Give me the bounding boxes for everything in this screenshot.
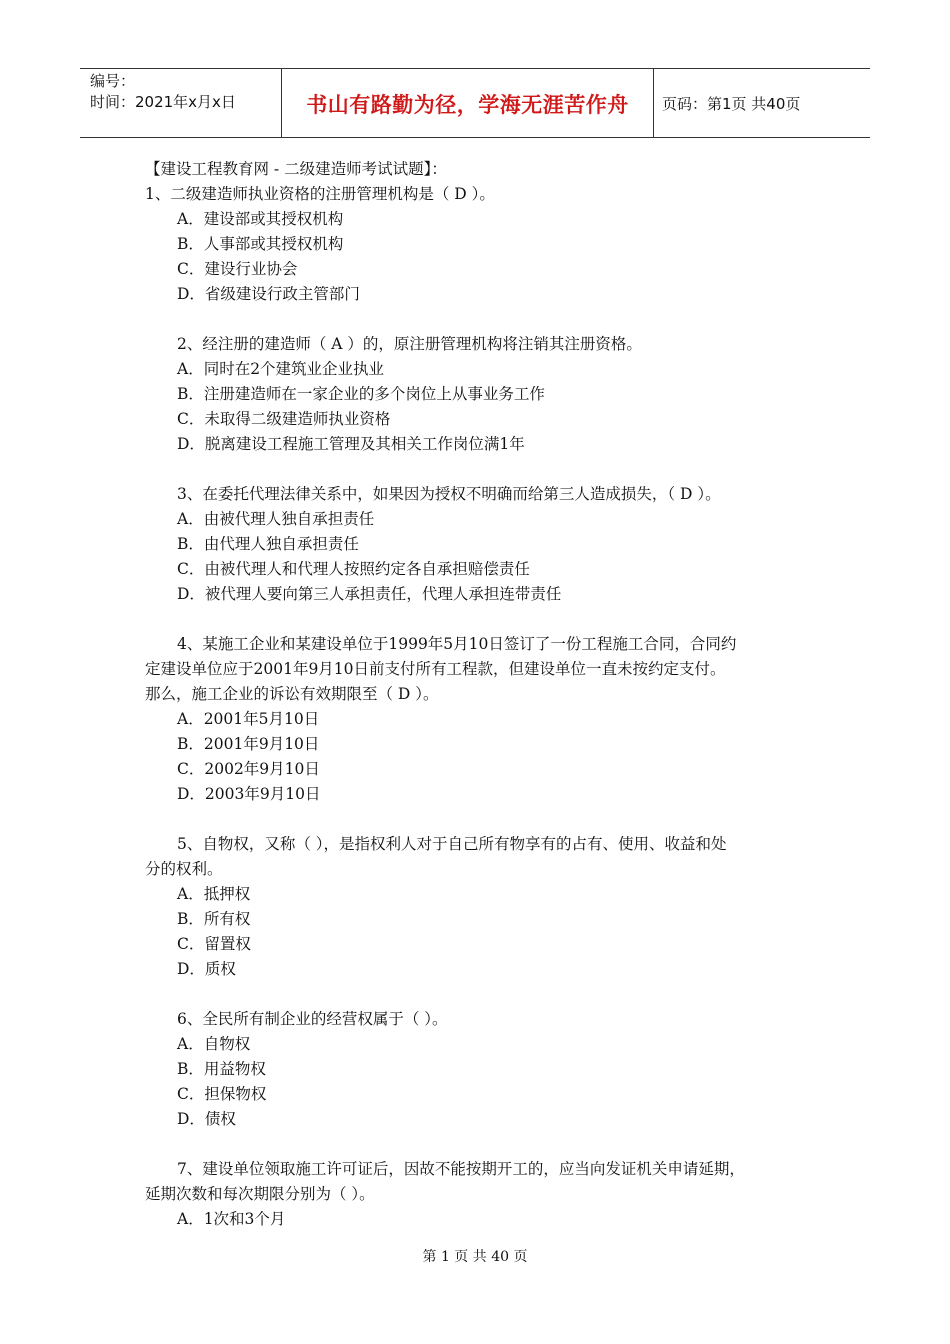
option-a: A．2001年5月10日 bbox=[177, 710, 320, 728]
question-5 bbox=[145, 832, 810, 982]
question-text-line-1: 5、自物权，又称（ ），是指权利人对于自己所有物享有的占有、使用、收益和处 bbox=[177, 835, 727, 853]
option-d: D．2003年9月10日 bbox=[177, 785, 321, 803]
question-4 bbox=[145, 632, 810, 807]
option-a: A．建设部或其授权机构 bbox=[177, 210, 344, 228]
page-info: 页码：第1页 共40页 bbox=[662, 94, 801, 113]
question-text: 1、二级建造师执业资格的注册管理机构是（ D ）。 bbox=[145, 185, 495, 203]
header-motto-cell bbox=[282, 69, 654, 137]
option-b: B．人事部或其授权机构 bbox=[177, 235, 344, 253]
option-a: A．1次和3个月 bbox=[177, 1210, 286, 1228]
document-body bbox=[145, 157, 810, 1232]
question-7 bbox=[145, 1157, 810, 1232]
option-d: D．债权 bbox=[177, 1110, 236, 1128]
question-3 bbox=[145, 482, 810, 607]
option-b: B．2001年9月10日 bbox=[177, 735, 320, 753]
question-text: 3、在委托代理法律关系中，如果因为授权不明确而给第三人造成损失，（ D ）。 bbox=[177, 485, 721, 503]
date-label: 时间：2021年x月x日 bbox=[90, 93, 236, 111]
question-text: 6、全民所有制企业的经营权属于（ ）。 bbox=[177, 1010, 448, 1028]
option-c: C．未取得二级建造师执业资格 bbox=[177, 410, 391, 428]
code-label: 编号： bbox=[90, 72, 136, 90]
option-d: D．被代理人要向第三人承担责任，代理人承担连带责任 bbox=[177, 585, 562, 603]
question-text-line-2: 延期次数和每次期限分别为（ ）。 bbox=[145, 1185, 375, 1203]
intro-line: 【建设工程教育网 - 二级建造师考试试题】： bbox=[145, 160, 447, 178]
option-d: D．脱离建设工程施工管理及其相关工作岗位满1年 bbox=[177, 435, 525, 453]
option-a: A．自物权 bbox=[177, 1035, 251, 1053]
question-text-line-3: 那么，施工企业的诉讼有效期限至（ D ）。 bbox=[145, 685, 439, 703]
header-page-info bbox=[654, 69, 870, 137]
option-a: A．同时在2个建筑业企业执业 bbox=[177, 360, 385, 378]
motto: 书山有路勤为径，学海无涯苦作舟 bbox=[306, 93, 629, 117]
question-text: 2、经注册的建造师（ A ）的，原注册管理机构将注销其注册资格。 bbox=[177, 335, 642, 353]
option-a: A．由被代理人独自承担责任 bbox=[177, 510, 375, 528]
option-b: B．由代理人独自承担责任 bbox=[177, 535, 359, 553]
question-2 bbox=[145, 332, 810, 457]
option-c: C．留置权 bbox=[177, 935, 251, 953]
question-text-line-1: 4、某施工企业和某建设单位于1999年5月10日签订了一份工程施工合同，合同约 bbox=[177, 635, 737, 653]
question-6 bbox=[145, 1007, 810, 1132]
option-d: D．省级建设行政主管部门 bbox=[177, 285, 360, 303]
option-c: C．担保物权 bbox=[177, 1085, 267, 1103]
option-d: D．质权 bbox=[177, 960, 236, 978]
option-b: B．注册建造师在一家企业的多个岗位上从事业务工作 bbox=[177, 385, 545, 403]
option-c: C．建设行业协会 bbox=[177, 260, 298, 278]
option-b: B．用益物权 bbox=[177, 1060, 266, 1078]
option-c: C．由被代理人和代理人按照约定各自承担赔偿责任 bbox=[177, 560, 530, 578]
question-text-line-2: 定建设单位应于2001年9月10日前支付所有工程款，但建设单位一直未按约定支付。 bbox=[145, 660, 726, 678]
option-a: A．抵押权 bbox=[177, 885, 251, 903]
option-c: C．2002年9月10日 bbox=[177, 760, 320, 778]
header-meta bbox=[80, 69, 282, 137]
page-footer: 第 1 页 共 40 页 bbox=[422, 1249, 528, 1265]
question-1 bbox=[145, 182, 810, 307]
question-text-line-1: 7、建设单位领取施工许可证后，因故不能按期开工的，应当向发证机关申请延期， bbox=[177, 1160, 745, 1178]
header-table bbox=[80, 68, 870, 138]
question-text-line-2: 分的权利。 bbox=[145, 860, 223, 878]
option-b: B．所有权 bbox=[177, 910, 251, 928]
